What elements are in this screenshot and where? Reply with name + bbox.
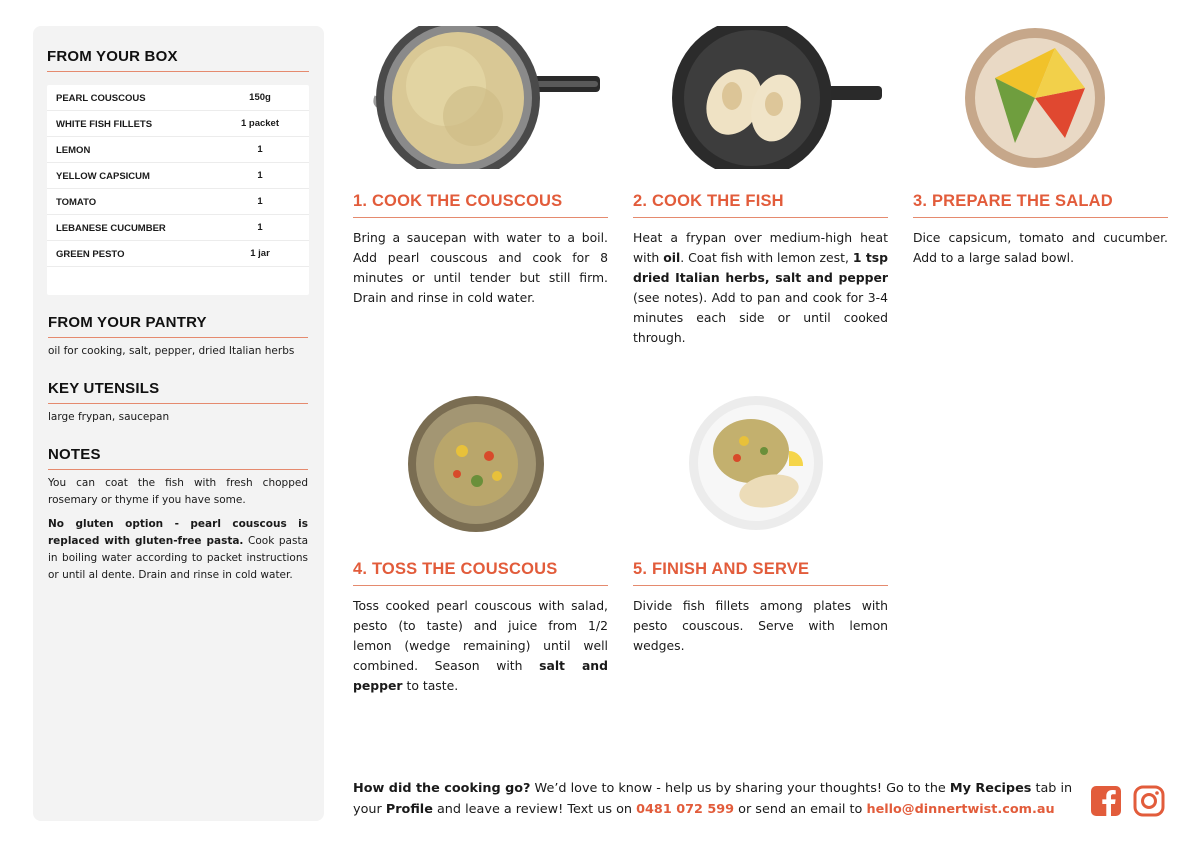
from-your-box-heading: FROM YOUR BOX (47, 48, 178, 65)
step-3-title: 3. PREPARE THE SALAD (913, 192, 1113, 210)
step-body-text: Dice capsicum, tomato and cucumber. Add to a large salad bowl. (913, 230, 1168, 265)
ingredient-qty: 1 (257, 222, 263, 233)
step-5-body (633, 596, 888, 656)
step-2-title: 2. COOK THE FISH (633, 192, 784, 210)
ingredient-qty: 1 jar (250, 248, 270, 259)
pantry-text: oil for cooking, salt, pepper, dried Italian herbs (48, 345, 295, 357)
footer-text: and leave a review! Text us on (432, 802, 637, 817)
footer-text: or send an email to (734, 802, 867, 817)
ingredient-qty: 1 (257, 144, 263, 155)
step-body-text: Toss cooked pearl couscous with salad, pesto (to taste) and juice from 1/2 lemon (wedge remaining) until well combined. Season with (353, 598, 608, 673)
step-rule (633, 585, 888, 586)
step-body-bold: salt and pepper (353, 658, 608, 693)
ingredient-name: TOMATO (56, 197, 97, 208)
step-1-title: 1. COOK THE COUSCOUS (353, 192, 563, 210)
note-text: You can coat the fish with fresh chopped rosemary or thyme if you have some. (48, 477, 308, 506)
instagram-icon[interactable] (1133, 785, 1165, 817)
note-rest: Cook pasta in boiling water according to packet instructions or until al dente. Drain and rinse in cold water. (48, 535, 309, 581)
table-row (47, 189, 309, 215)
heading-rule (48, 469, 308, 470)
step-body-text: Heat a frypan over medium-high heat with (633, 230, 888, 265)
couscous-colander-photo (368, 26, 600, 169)
feedback-footer (353, 778, 1078, 820)
ingredient-name: LEBANESE CUCUMBER (56, 223, 166, 234)
ingredient-qty: 150g (249, 92, 271, 103)
couscous-salad-bowl-photo (407, 396, 546, 533)
ingredient-name: YELLOW CAPSICUM (56, 171, 150, 182)
fish-frypan-photo (672, 26, 882, 169)
plated-dish-photo (689, 396, 824, 531)
table-row (47, 163, 309, 189)
note-bold: No gluten option - pearl couscous is replaced with gluten-free pasta. (48, 518, 308, 547)
step-body-bold: 1 tsp dried Italian herbs, salt and pepper (633, 250, 888, 285)
ingredient-name: LEMON (56, 145, 91, 156)
footer-text: We’d love to know - help us by sharing your thoughts! Go to the (530, 781, 950, 796)
step-rule (633, 217, 888, 218)
ingredient-name: WHITE FISH FILLETS (56, 119, 153, 130)
heading-rule (47, 71, 309, 72)
note-text-gluten (48, 516, 308, 584)
ingredient-qty: 1 (257, 196, 263, 207)
notes-heading: NOTES (48, 446, 101, 463)
step-body-text: Divide fish fillets among plates with pesto couscous. Serve with lemon wedges. (633, 598, 888, 653)
heading-rule (48, 337, 308, 338)
email-link[interactable]: hello@dinnertwist.com.au (866, 802, 1055, 817)
my-recipes-link[interactable]: My Recipes (949, 781, 1032, 796)
table-row (47, 215, 309, 241)
step-2-body (633, 228, 888, 348)
table-row (47, 241, 309, 267)
step-rule (913, 217, 1168, 218)
step-body-text: to taste. (402, 678, 459, 693)
salad-bowl-photo (965, 28, 1106, 169)
from-your-pantry-heading: FROM YOUR PANTRY (48, 314, 207, 331)
step-4-title: 4. TOSS THE COUSCOUS (353, 560, 558, 578)
ingredient-qty: 1 (257, 170, 263, 181)
step-body-text: Bring a saucepan with water to a boil. Add pearl couscous and cook for 8 minutes or until tender but still firm. Drain and rinse in cold water. (353, 230, 608, 305)
ingredient-name: GREEN PESTO (56, 249, 125, 260)
table-row (47, 137, 309, 163)
phone-link[interactable]: 0481 072 599 (636, 802, 735, 817)
step-rule (353, 217, 608, 218)
profile-link[interactable]: Profile (385, 802, 433, 817)
step-5-title: 5. FINISH AND SERVE (633, 560, 810, 578)
footer-question: How did the cooking go? (353, 781, 531, 796)
ingredient-name: PEARL COUSCOUS (56, 93, 146, 104)
step-body-text: (see notes). Add to pan and cook for 3-4 minutes each side or until cooked through. (633, 290, 888, 345)
step-3-body (913, 228, 1168, 268)
ingredient-qty: 1 packet (240, 118, 280, 129)
ingredients-table (47, 85, 309, 295)
step-1-body (353, 228, 608, 308)
step-rule (353, 585, 608, 586)
step-body-text: . Coat fish with lemon zest, (680, 250, 853, 265)
footer-text: tab in your (353, 781, 1073, 817)
utensils-text: large frypan, saucepan (48, 411, 170, 423)
facebook-icon[interactable] (1090, 785, 1122, 817)
table-row (47, 85, 309, 111)
key-utensils-heading: KEY UTENSILS (48, 380, 160, 397)
heading-rule (48, 403, 308, 404)
step-body-bold: oil (663, 250, 681, 265)
step-4-body (353, 596, 608, 696)
table-row (47, 111, 309, 137)
